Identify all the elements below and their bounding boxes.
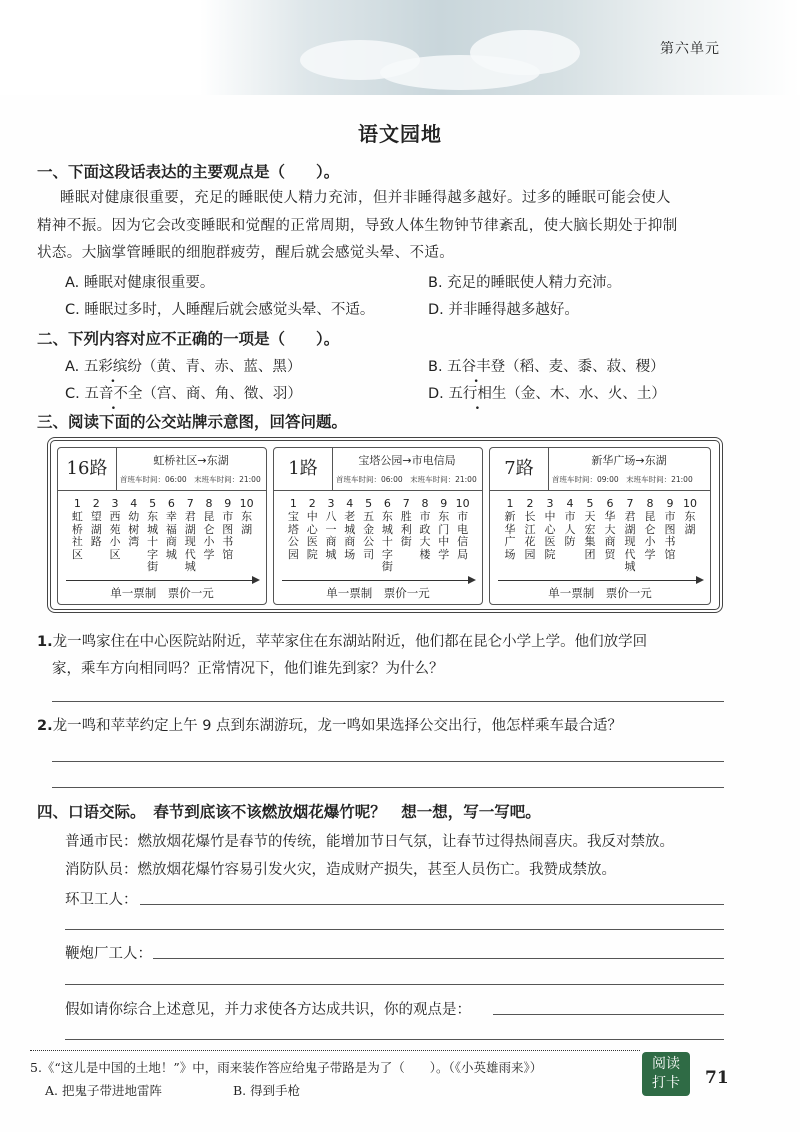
bus-stop-name: 华 大 商 贸	[604, 510, 616, 561]
bus-stop	[643, 498, 657, 561]
page-number: 71	[705, 1068, 729, 1088]
bus-stop-number: 2	[92, 497, 100, 510]
bus-stop-number: 8	[205, 497, 213, 510]
bus-stop-number: 1	[73, 497, 81, 510]
bus-stop-name: 市 政 大 楼	[419, 510, 431, 561]
bus-stop-name: 君 湖 现 代 城	[184, 510, 196, 573]
bus-stop-number: 5	[586, 497, 594, 510]
q3-sub2-number: 2.	[37, 718, 53, 734]
bus-stop	[456, 498, 470, 561]
q2-option-c-rest: （宫、商、角、徵、羽）	[142, 386, 302, 402]
bus-stop-number: 10	[239, 497, 254, 510]
q1-prompt: 一、下面这段话表达的主要观点是（ ）。	[37, 163, 340, 181]
footer-question: 5.《“这儿是中国的土地！”》中，雨来装作答应给鬼子带路是为了（ ）。（《小英雄雨来》）	[30, 1060, 543, 1075]
bus-stop	[503, 498, 517, 561]
q2-option-b-key: 五谷丰登	[447, 359, 506, 375]
route-fare: 单一票制 票价一元	[110, 586, 214, 600]
route-direction-arrow	[66, 580, 258, 581]
bus-stop-name: 望 湖 路	[90, 510, 102, 548]
bus-stop-name: 昆 仑 小 学	[644, 510, 656, 561]
q1-option-a[interactable]: A. 睡眠对健康很重要。	[65, 275, 215, 291]
route-fare: 单一票制 票价一元	[326, 586, 430, 600]
bus-stop-name: 昆 仑 小 学	[203, 510, 215, 561]
bus-stop	[437, 498, 451, 561]
bus-stop	[202, 498, 216, 561]
q3-sub1-line-2: 家，乘车方向相同吗？正常情况下，他们谁先到家？为什么？	[52, 661, 444, 677]
q4-firecracker-answer-line-2[interactable]	[65, 983, 724, 985]
bus-stop-name: 幼 树 湾	[128, 510, 140, 548]
bus-stop-number: 7	[186, 497, 194, 510]
route-header	[490, 448, 710, 491]
bus-stop	[127, 498, 141, 549]
bus-stop-number: 2	[526, 497, 534, 510]
bus-stop	[623, 498, 637, 574]
q2-option-c-key: 五音不全	[84, 386, 143, 402]
bus-stop-number: 9	[666, 497, 674, 510]
bus-stop	[683, 498, 697, 536]
bus-stop-number: 3	[327, 497, 335, 510]
q2-option-c[interactable]	[65, 382, 302, 403]
bus-stop-number: 8	[421, 497, 429, 510]
q2-prompt: 二、下列内容对应不正确的一项是（ ）。	[37, 330, 340, 348]
bus-stop-number: 4	[566, 497, 574, 510]
bus-stop	[89, 498, 103, 549]
bus-stop-number: 4	[346, 497, 354, 510]
bus-stop-number: 1	[506, 497, 514, 510]
bus-stop-name: 五 金 公 司	[363, 510, 375, 561]
bus-stop	[221, 498, 235, 561]
route-service-times: 首班车时间：09:00 末班车时间：21:00	[552, 475, 693, 484]
bus-stop-number: 7	[402, 497, 410, 510]
bus-stop-name: 市 图 书 馆	[222, 510, 234, 561]
bus-stop-name: 八 一 商 城	[325, 510, 337, 561]
q1-option-c[interactable]: C. 睡眠过多时，人睡醒后就会感觉头晕、不适。	[65, 302, 375, 318]
bus-stop	[583, 498, 597, 561]
q3-sub2-answer-line-2[interactable]	[52, 786, 724, 788]
page-title: 语文园地	[358, 122, 442, 146]
route-fare: 单一票制 票价一元	[548, 586, 652, 600]
q4-prompt: 四、口语交际。 春节到底该不该燃放烟花爆竹呢？ 想一想，写一写吧。	[37, 803, 541, 821]
q1-passage-line-2: 精神不振。因为它会改变睡眠和觉醒的正常周期，导致人体生物钟节律紊乱，使大脑长期处于抑制	[37, 218, 678, 234]
q4-sanitation-label: 环卫工人：	[65, 892, 138, 908]
q3-prompt: 三、阅读下面的公交站牌示意图，回答问题。	[37, 413, 348, 431]
bus-stop-number: 3	[111, 497, 119, 510]
route-panel-3	[489, 447, 711, 605]
bus-stop-name: 东 门 中 学	[438, 510, 450, 561]
bus-stop-name: 胜 利 街	[400, 510, 412, 548]
bus-stop	[286, 498, 300, 561]
bus-stop	[543, 498, 557, 561]
q4-firecracker-answer-line[interactable]	[153, 957, 724, 959]
q1-option-d[interactable]: D. 并非睡得越多越好。	[428, 302, 579, 318]
q1-option-b[interactable]: B. 充足的睡眠使人精力充沛。	[428, 275, 622, 291]
bus-stop	[418, 498, 432, 561]
bus-stop	[343, 498, 357, 561]
q4-consensus-answer-line[interactable]	[493, 1013, 724, 1015]
bus-stop-number: 10	[455, 497, 470, 510]
bus-stop-number: 6	[383, 497, 391, 510]
q2-option-d[interactable]	[428, 382, 666, 403]
q3-sub1-line-1	[37, 630, 647, 651]
q3-sub2-text: 龙一鸣和苹苹约定上午 9 点到东湖游玩，龙一鸣如果选择公交出行，他怎样乘车最合适？	[52, 718, 623, 734]
q2-option-b-letter: B.	[428, 359, 448, 375]
bus-stop-number: 9	[440, 497, 448, 510]
badge-line-2: 打卡	[652, 1075, 680, 1091]
route-direction-arrow	[498, 580, 702, 581]
route-header	[274, 448, 482, 491]
bus-stop	[164, 498, 178, 561]
route-panel-2	[273, 447, 483, 605]
bus-stop-name: 市 电 信 局	[457, 510, 469, 561]
q1-passage-line-1: 睡眠对健康很重要，充足的睡眠使人精力充沛，但并非睡得越多越好。过多的睡眠可能会使人	[60, 190, 671, 206]
bus-stop-name: 新 华 广 场	[504, 510, 516, 561]
bus-stop-name: 宝 塔 公 园	[287, 510, 299, 561]
q2-option-b[interactable]	[428, 355, 665, 376]
route-service-times: 首班车时间：06:00 末班车时间：21:00	[120, 475, 261, 484]
route-number: 16路	[58, 448, 117, 490]
bus-stop	[108, 498, 122, 561]
bus-stop-number: 3	[546, 497, 554, 510]
bus-stop-name: 市 人 防	[564, 510, 576, 548]
reading-checkin-badge	[642, 1052, 690, 1096]
bus-stop	[183, 498, 197, 574]
bus-stop-name: 东 城 十 字 街	[147, 510, 159, 573]
bus-stop-number: 9	[224, 497, 232, 510]
bus-stop-number: 5	[365, 497, 373, 510]
route-direction: 宝塔公园→市电信局	[358, 454, 456, 467]
bus-stop	[240, 498, 254, 536]
route-direction: 虹桥社区→东湖	[153, 454, 229, 467]
bus-stop-name: 市 图 书 馆	[664, 510, 676, 561]
route-panel-1	[57, 447, 267, 605]
bus-stop-name: 西 苑 小 区	[109, 510, 121, 561]
route-service-times: 首班车时间：06:00 末班车时间：21:00	[336, 475, 477, 484]
q2-option-d-letter: D.	[428, 386, 449, 402]
bus-stop-name: 长 江 花 园	[524, 510, 536, 561]
bus-stop	[399, 498, 413, 549]
bus-stop-name: 东 城 十 字 街	[381, 510, 393, 573]
q4-firecracker-label: 鞭炮厂工人：	[65, 946, 152, 962]
q2-option-b-rest: （稻、麦、黍、菽、稷）	[505, 359, 665, 375]
q4-sanitation-answer-line-2[interactable]	[65, 928, 724, 930]
route-number: 7路	[490, 448, 549, 490]
bus-stop	[146, 498, 160, 574]
bus-stop-name: 天 宏 集 团	[584, 510, 596, 561]
footer-option-a[interactable]: A. 把鬼子带进地雷阵	[45, 1083, 162, 1098]
bus-stop-number: 4	[130, 497, 138, 510]
bus-stop-name: 中 心 医 院	[306, 510, 318, 561]
bus-stop	[324, 498, 338, 561]
q3-sub1-number: 1.	[37, 634, 53, 650]
q2-option-a-rest: （黄、青、赤、蓝、黑）	[141, 359, 302, 375]
bus-stop	[663, 498, 677, 561]
bus-stop-name: 东 湖	[241, 510, 253, 536]
q3-sub2-answer-line-1[interactable]	[52, 760, 724, 762]
bus-stop	[362, 498, 376, 561]
q2-option-c-letter: C.	[65, 386, 85, 402]
bus-stop	[603, 498, 617, 561]
bus-stop-number: 1	[289, 497, 297, 510]
bus-stop-number: 5	[149, 497, 157, 510]
q2-option-a[interactable]	[65, 355, 301, 376]
bus-stop-name: 老 城 商 场	[344, 510, 356, 561]
bus-stop-number: 6	[167, 497, 175, 510]
bus-stop-number: 6	[606, 497, 614, 510]
q3-sub2-line	[37, 714, 622, 735]
q4-firefighter-line: 消防队员：燃放烟花爆竹容易引发火灾，造成财产损失，甚至人员伤亡。我赞成禁放。	[65, 862, 616, 878]
bus-stop	[380, 498, 394, 574]
route-number: 1路	[274, 448, 333, 490]
bus-stop	[305, 498, 319, 561]
route-header	[58, 448, 266, 491]
bus-stop-name: 虹 桥 社 区	[71, 510, 83, 561]
q2-option-d-key: 五行相生	[448, 386, 507, 402]
q4-consensus-label: 假如请你综合上述意见，并力求使各方达成共识，你的观点是：	[65, 1002, 471, 1018]
bus-stop-number: 7	[626, 497, 634, 510]
bus-stop	[523, 498, 537, 561]
unit-label: 第六单元	[660, 41, 720, 57]
q3-sub1-text-1: 龙一鸣家住在中心医院站附近，苹苹家住在东湖站附近，他们都在昆仑小学上学。他们放学回	[52, 634, 648, 650]
bus-stop-name: 东 湖	[684, 510, 696, 536]
q2-option-a-key: 五彩缤纷	[83, 359, 142, 375]
q3-sub1-answer-line[interactable]	[52, 700, 724, 702]
q1-passage-line-3: 状态。大脑掌管睡眠的细胞群疲劳，醒后就会感觉头晕、不适。	[37, 245, 455, 261]
footer-option-b[interactable]: B. 得到手枪	[233, 1083, 301, 1098]
bus-stop-name: 中 心 医 院	[544, 510, 556, 561]
bus-stop-board	[47, 437, 723, 613]
q4-consensus-answer-line-2[interactable]	[65, 1038, 724, 1040]
bus-stop-number: 10	[683, 497, 697, 510]
q4-citizen-line: 普通市民：燃放烟花爆竹是春节的传统，能增加节日气氛，让春节过得热闹喜庆。我反对禁放。	[65, 834, 674, 850]
route-direction: 新华广场→东湖	[591, 454, 667, 467]
route-direction-arrow	[282, 580, 474, 581]
bus-stop-number: 8	[646, 497, 654, 510]
bus-stop	[563, 498, 577, 549]
q4-sanitation-answer-line[interactable]	[140, 903, 724, 905]
footer-divider	[30, 1050, 640, 1051]
q2-option-d-rest: （金、木、水、火、土）	[506, 386, 666, 402]
badge-line-1: 阅读	[652, 1056, 680, 1072]
q2-option-a-letter: A.	[65, 359, 84, 375]
bus-stop-number: 2	[308, 497, 316, 510]
bus-stop	[70, 498, 84, 561]
bus-stop-name: 君 湖 现 代 城	[624, 510, 636, 573]
bus-stop-name: 幸 福 商 城	[165, 510, 177, 561]
